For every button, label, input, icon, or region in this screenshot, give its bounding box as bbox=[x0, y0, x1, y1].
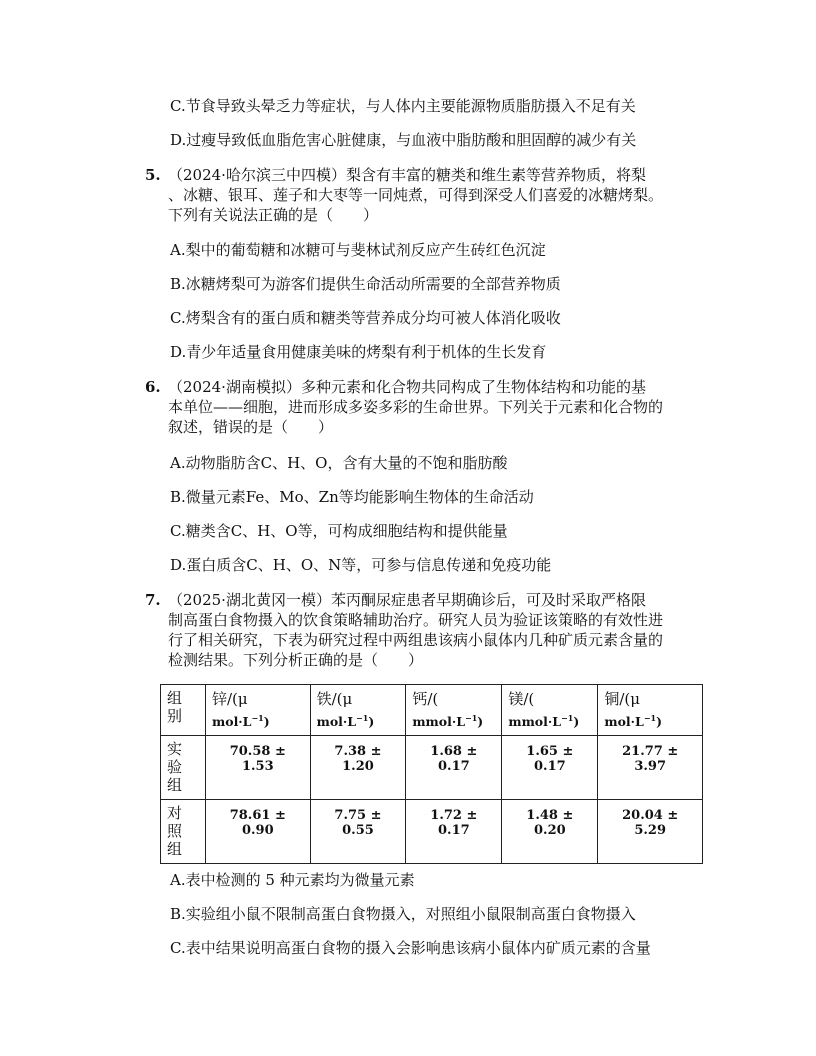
header-calcium bbox=[406, 685, 502, 736]
table-row-control bbox=[161, 800, 703, 864]
header-label: 钙/( bbox=[412, 690, 439, 708]
q7-option-a: A.表中检测的 5 种元素均为微量元素 bbox=[170, 871, 415, 889]
header-copper bbox=[598, 685, 703, 736]
q7-stem bbox=[168, 590, 708, 670]
q4-option-d: D.过瘦导致低血脂危害心脏健康，与血液中脂肪酸和胆固醇的减少有关 bbox=[170, 131, 637, 149]
header-unit: $mol\cdot L^{-1}$) bbox=[212, 713, 270, 730]
table-cell: 7.38 ± 1.20 bbox=[310, 736, 406, 800]
q4-option-c: C.节食导致头晕乏力等症状，与人体内主要能源物质脂肪摄入不足有关 bbox=[170, 97, 636, 115]
header-unit: $mol\cdot L^{-1}$) bbox=[316, 713, 375, 730]
table-cell: 1.72 ± 0.17 bbox=[406, 800, 502, 864]
q5-stem-line: （2024·哈尔滨三中四模）梨含有丰富的糖类和维生素等营养物质，将梨 bbox=[168, 166, 646, 184]
table-cell: 20.04 ± 5.29 bbox=[598, 800, 703, 864]
q6-number: 6. bbox=[145, 378, 161, 396]
q7-stem-line: 检测结果。下列分析正确的是（ ） bbox=[168, 651, 424, 669]
q6-option-d: D.蛋白质含C、H、O、N等，可参与信息传递和免疫功能 bbox=[170, 556, 552, 574]
table-cell: 78.61 ± 0.90 bbox=[206, 800, 311, 864]
q7-stem-line: 行了相关研究，下表为研究过程中两组患该病小鼠体内几种矿质元素含量的 bbox=[168, 631, 664, 649]
q5-option-a: A.梨中的葡萄糖和冰糖可与斐林试剂反应产生砖红色沉淀 bbox=[170, 241, 546, 259]
header-unit: $mmol\cdot L^{-1}$) bbox=[412, 713, 484, 730]
header-unit: $mmol\cdot L^{-1}$) bbox=[508, 713, 580, 730]
q6-option-c: C.糖类含C、H、O等，可构成细胞结构和提供能量 bbox=[170, 522, 508, 540]
q7-stem-line: 制高蛋白食物摄入的饮食策略辅助治疗。研究人员为验证该策略的有效性进 bbox=[168, 611, 664, 629]
q5-option-d: D.青少年适量食用健康美味的烤梨有利于机体的生长发育 bbox=[170, 343, 547, 361]
q7-number: 7. bbox=[145, 591, 161, 609]
table-cell: 21.77 ± 3.97 bbox=[598, 736, 703, 800]
table-corner-cell bbox=[161, 685, 206, 736]
corner-char: 别 bbox=[167, 707, 183, 725]
corner-char: 组 bbox=[167, 689, 183, 707]
q5-number: 5. bbox=[145, 166, 161, 184]
header-zinc bbox=[206, 685, 311, 736]
header-label: 锌/(μ bbox=[212, 690, 248, 708]
q5-stem-line: 、冰糖、银耳、莲子和大枣等一同炖煮，可得到深受人们喜爱的冰糖烤梨。 bbox=[168, 186, 664, 204]
table-cell: 70.58 ± 1.53 bbox=[206, 736, 311, 800]
table-cell: 7.75 ± 0.55 bbox=[310, 800, 406, 864]
table-cell: 1.65 ± 0.17 bbox=[502, 736, 598, 800]
q6-option-b: B.微量元素Fe、Mo、Zn等均能影响生物体的生命活动 bbox=[170, 488, 534, 506]
table-cell: 1.48 ± 0.20 bbox=[502, 800, 598, 864]
header-label: 铁/(μ bbox=[316, 690, 353, 708]
q7-option-b: B.实验组小鼠不限制高蛋白食物摄入，对照组小鼠限制高蛋白食物摄入 bbox=[170, 905, 636, 923]
header-iron bbox=[310, 685, 406, 736]
row-label-experimental: 实 验 组 bbox=[161, 736, 206, 800]
q7-option-c: C.表中结果说明高蛋白食物的摄入会影响患该病小鼠体内矿质元素的含量 bbox=[170, 939, 651, 957]
q5-option-b: B.冰糖烤梨可为游客们提供生命活动所需要的全部营养物质 bbox=[170, 275, 561, 293]
q5-stem bbox=[168, 165, 708, 225]
row-label-control: 对 照 组 bbox=[161, 800, 206, 864]
header-label: 铜/(μ bbox=[604, 690, 641, 708]
q6-stem-line: （2024·湖南模拟）多种元素和化合物共同构成了生物体结构和功能的基 bbox=[168, 378, 646, 396]
q6-option-a: A.动物脂肪含C、H、O，含有大量的不饱和脂肪酸 bbox=[170, 454, 508, 472]
table-cell: 1.68 ± 0.17 bbox=[406, 736, 502, 800]
header-magnesium bbox=[502, 685, 598, 736]
q6-stem bbox=[168, 377, 708, 437]
q5-option-c: C.烤梨含有的蛋白质和糖类等营养成分均可被人体消化吸收 bbox=[170, 309, 561, 327]
q7-stem-line: （2025·湖北黄冈一模）苯丙酮尿症患者早期确诊后，可及时采取严格限 bbox=[168, 591, 646, 609]
q6-stem-line: 本单位——细胞，进而形成多姿多彩的生命世界。下列关于元素和化合物的 bbox=[168, 398, 664, 416]
table-header-row bbox=[161, 685, 703, 736]
header-unit: $mol\cdot L^{-1}$) bbox=[604, 713, 663, 730]
table-row-experimental bbox=[161, 736, 703, 800]
header-label: 镁/( bbox=[508, 690, 535, 708]
q5-stem-line: 下列有关说法正确的是（ ） bbox=[168, 206, 379, 224]
mineral-content-table bbox=[160, 684, 703, 864]
q6-stem-line: 叙述，错误的是（ ） bbox=[168, 418, 334, 436]
